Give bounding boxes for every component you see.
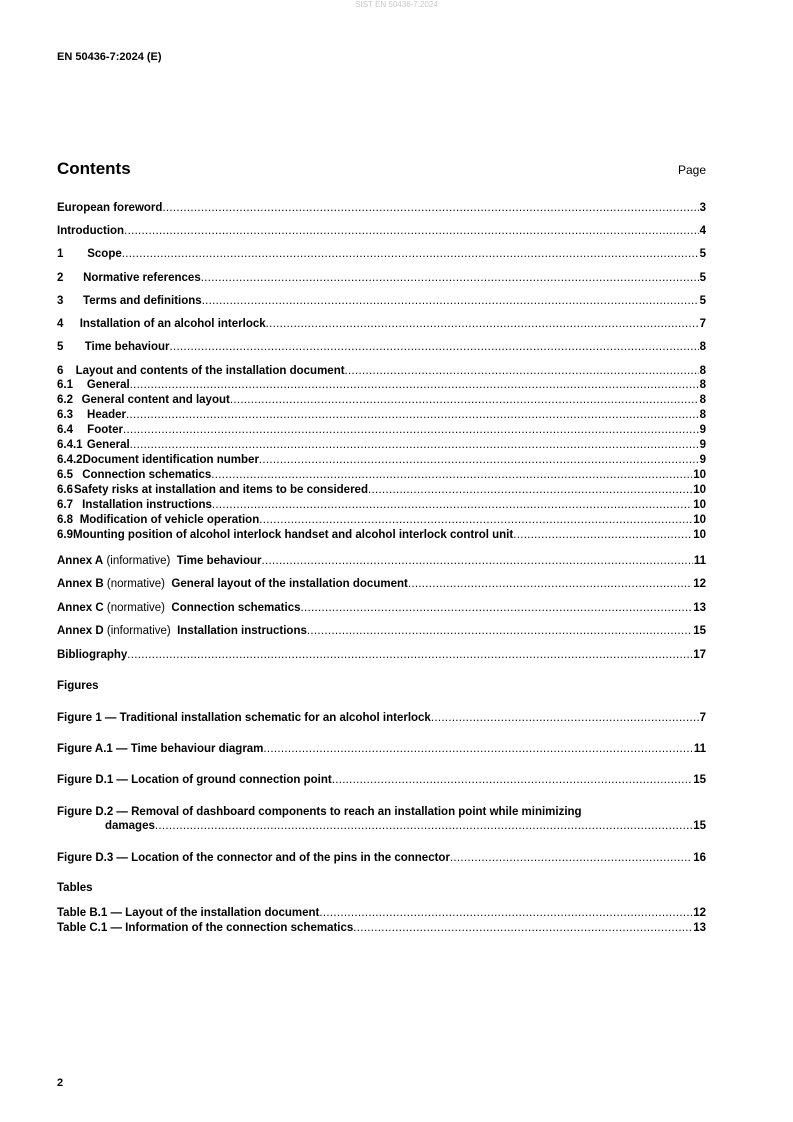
toc-entry-page: 4: [699, 225, 706, 237]
toc-entry-page: 13: [693, 602, 706, 614]
toc-entry-number: 6: [57, 365, 64, 377]
toc-entry-title: Safety risks at installation and items to be considered: [74, 484, 368, 496]
toc-entry-page: 16: [693, 852, 706, 864]
toc-entry-number: 6.7: [57, 499, 73, 511]
toc-entry-title: Bibliography: [57, 649, 128, 661]
figure-title-continuation: damages: [105, 820, 155, 832]
toc-entry[interactable]: [57, 379, 706, 393]
toc-annex-entry[interactable]: [57, 578, 706, 592]
page-column-label: Page: [677, 163, 706, 177]
annex-label: Annex A: [57, 555, 104, 567]
toc-table-entry[interactable]: [57, 922, 706, 936]
toc-entry-page: 8: [699, 341, 706, 353]
toc-entry-title: Footer: [87, 424, 123, 436]
toc-entry-page: 9: [699, 439, 706, 451]
annex-title: Time behaviour: [176, 555, 262, 567]
figure-title: Figure 1 — Traditional installation schematic for an alcohol interlock: [57, 712, 431, 724]
toc-entry-title: General: [86, 379, 130, 391]
toc-entry[interactable]: [57, 248, 706, 262]
table-title: Table B.1 — Layout of the installation document: [57, 907, 320, 919]
toc-annex-entry[interactable]: [57, 602, 706, 616]
toc-entry-page: 13: [693, 922, 706, 934]
toc-entry-title: Normative references: [83, 272, 201, 284]
toc-entry[interactable]: [57, 499, 706, 513]
figures-heading: Figures: [57, 680, 99, 692]
annex-title: General layout of the installation document: [171, 578, 408, 590]
annex-kind: (informative): [106, 555, 171, 567]
annex-label: Annex C: [57, 602, 104, 614]
toc-entry[interactable]: [57, 454, 706, 468]
toc-entry-page: 8: [699, 409, 706, 421]
toc-entry[interactable]: [57, 365, 706, 379]
annex-title: Connection schematics: [171, 602, 301, 614]
toc-entry-page: 9: [699, 424, 706, 436]
toc-entry-page: 5: [699, 248, 706, 260]
toc-entry-page: 7: [699, 318, 706, 330]
toc-entry-title: Scope: [87, 248, 122, 260]
figure-title: Figure D.1 — Location of ground connection point: [57, 774, 332, 786]
toc-entry-page: 12: [693, 578, 706, 590]
watermark: SIST EN 50436-7:2024: [355, 0, 438, 9]
toc-entry-page: 9: [699, 454, 706, 466]
figure-title: Figure D.3 — Location of the connector and of the pins in the connector: [57, 852, 450, 864]
toc-entry-title: Modification of vehicle operation: [79, 514, 260, 526]
toc-entry-number: 4: [57, 318, 64, 330]
toc-entry-page: 8: [699, 394, 706, 406]
toc-entry-page: 15: [693, 625, 706, 637]
toc-entry-page: 17: [693, 649, 706, 661]
toc-entry-number: 6.2: [57, 394, 73, 406]
toc-entry-bibliography[interactable]: [57, 649, 706, 663]
page-number: 2: [57, 1077, 64, 1089]
toc-entry-number: 6.8: [57, 514, 73, 526]
annex-title: Installation instructions: [177, 625, 307, 637]
toc-entry-title: Terms and definitions: [83, 295, 202, 307]
annex-kind: (normative): [106, 602, 166, 614]
toc-annex-entry[interactable]: [57, 625, 706, 639]
toc-entry-title: General content and layout: [81, 394, 230, 406]
toc-figure-entry[interactable]: [57, 712, 706, 726]
toc-entry-title: Header: [87, 409, 127, 421]
toc-entry[interactable]: [57, 439, 706, 453]
annex-kind: (normative): [106, 578, 166, 590]
toc-entry[interactable]: [57, 514, 706, 528]
toc-entry-page: 8: [699, 379, 706, 391]
toc-entry-page: 10: [693, 499, 706, 511]
toc-entry-number: 6.1: [57, 379, 73, 391]
toc-figure-entry[interactable]: [57, 806, 706, 834]
toc-entry[interactable]: [57, 409, 706, 423]
toc-entry-number: 6.4.2: [57, 454, 83, 466]
toc-entry-number: 2: [57, 272, 64, 284]
toc-entry-title: Document identification number: [82, 454, 259, 466]
toc-figure-entry[interactable]: [57, 743, 706, 757]
toc-entry-title: European foreword: [57, 202, 163, 214]
figure-title: Figure A.1 — Time behaviour diagram: [57, 743, 264, 755]
contents-title: Contents: [57, 159, 131, 178]
toc-entry[interactable]: [57, 484, 706, 498]
toc-entry-title: Installation instructions: [82, 499, 212, 511]
toc-entry-title: Mounting position of alcohol interlock handset and alcohol interlock control unit: [73, 529, 514, 541]
toc-entry-title: Time behaviour: [84, 341, 170, 353]
table-title: Table C.1 — Information of the connection schematics: [57, 922, 354, 934]
toc-entry-page: 5: [699, 295, 706, 307]
toc-entry-page: 5: [699, 272, 706, 284]
toc-entry-number: 6.6: [57, 484, 73, 496]
toc-entry-title: General: [86, 439, 130, 451]
toc-entry-number: 1: [57, 248, 64, 260]
toc-entry[interactable]: [57, 341, 706, 355]
toc-entry-title: Connection schematics: [82, 469, 212, 481]
toc-entry-title: Installation of an alcohol interlock: [79, 318, 266, 330]
toc-entry-page: 10: [693, 529, 706, 541]
toc-entry-page: 8: [699, 365, 706, 377]
toc-figure-entry[interactable]: [57, 774, 706, 788]
toc-entry[interactable]: [57, 318, 706, 332]
toc-entry-number: 6.3: [57, 409, 73, 421]
toc-figure-entry[interactable]: [57, 852, 706, 866]
tables-heading: Tables: [57, 882, 93, 894]
toc-entry-number: 6.9: [57, 529, 73, 541]
annex-label: Annex B: [57, 578, 104, 590]
toc-entry-page: 15: [693, 774, 706, 786]
figure-title: Figure D.2 — Removal of dashboard components to reach an installation point while minimizing: [57, 806, 582, 818]
toc-entry-number: 3: [57, 295, 64, 307]
toc-entry[interactable]: [57, 202, 706, 216]
toc-entry[interactable]: [57, 424, 706, 438]
annex-label: Annex D: [57, 625, 104, 637]
toc-entry[interactable]: [57, 529, 706, 543]
toc-entry-page: 10: [693, 469, 706, 481]
toc-entry[interactable]: [57, 394, 706, 408]
toc-entry[interactable]: [57, 295, 706, 309]
toc-entry-number: 5: [57, 341, 64, 353]
toc-entry[interactable]: [57, 272, 706, 286]
toc-entry-page: 11: [693, 555, 706, 567]
annex-kind: (informative): [106, 625, 171, 637]
toc-entry-number: 6.4: [57, 424, 73, 436]
toc-entry-number: 6.4.1: [57, 439, 83, 451]
toc-entry-title: Introduction: [57, 225, 125, 237]
document-id: EN 50436-7:2024 (E): [57, 51, 162, 63]
toc-entry[interactable]: [57, 469, 706, 483]
toc-entry[interactable]: [57, 225, 706, 239]
toc-entry-title: Layout and contents of the installation document: [75, 365, 345, 377]
toc-table-entry[interactable]: [57, 907, 706, 921]
toc-annex-entry[interactable]: [57, 555, 706, 569]
toc-entry-page: 3: [699, 202, 706, 214]
toc-entry-page: 10: [693, 514, 706, 526]
toc-entry-page: 7: [699, 712, 706, 724]
toc-entry-page: 15: [693, 820, 706, 832]
toc-entry-page: 11: [693, 743, 706, 755]
toc-entry-page: 10: [693, 484, 706, 496]
toc-entry-number: 6.5: [57, 469, 73, 481]
toc-entry-page: 12: [693, 907, 706, 919]
